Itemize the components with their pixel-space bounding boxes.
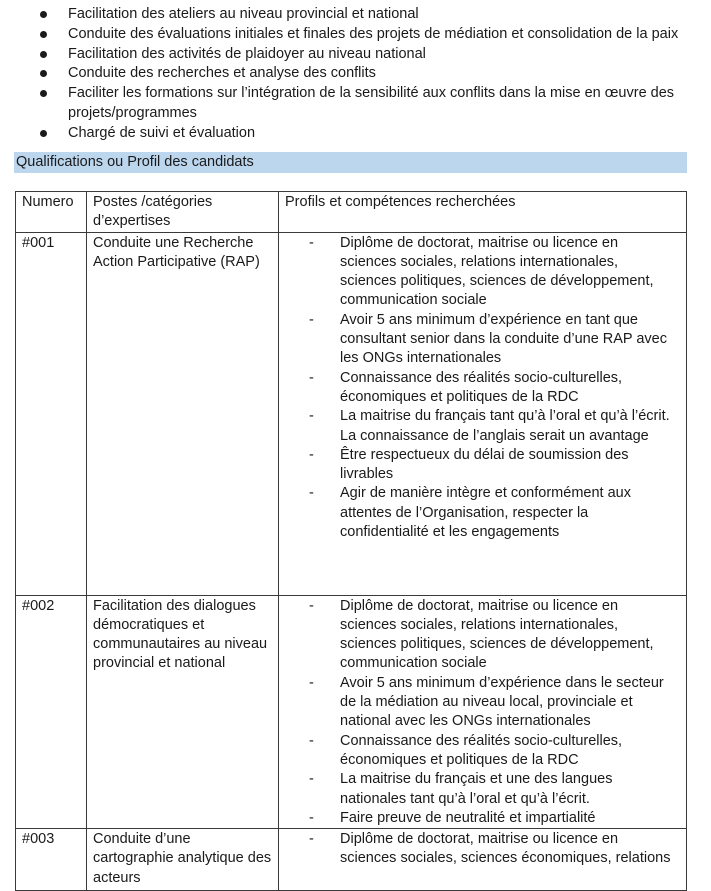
list-item: Faciliter les formations sur l’intégration de la sensibilité aux conflits dans la mise en œuvre des projets/programmes [0, 84, 711, 124]
requirements-list [285, 830, 680, 869]
activities-bullet-list [0, 5, 711, 144]
cell-numero: #002 [16, 595, 87, 829]
cell-poste: Facilitation des dialogues démocratiques et communautaires au niveau provincial et national [87, 595, 279, 829]
cell-numero: #003 [16, 829, 87, 891]
list-item: - La maitrise du français tant qu’à l’oral et qu’à l’écrit. La connaissance de l’anglais serait un avantage [285, 407, 680, 446]
cell-numero: #001 [16, 232, 87, 595]
bullet-icon [40, 11, 47, 18]
list-item: - La maitrise du français et une des langues nationales tant qu’à l’oral et qu’à l’écrit. [285, 770, 680, 809]
cell-requirements [279, 232, 687, 595]
list-item: - Être respectueux du délai de soumission des livrables [285, 446, 680, 485]
cell-requirements [279, 595, 687, 829]
bullet-icon [40, 70, 47, 77]
bullet-icon [40, 90, 47, 97]
cell-requirements [279, 829, 687, 891]
list-item: Conduite des évaluations initiales et finales des projets de médiation et consolidation de la paix [0, 25, 711, 45]
list-item: - Faire preuve de neutralité et impartialité [285, 809, 680, 828]
list-item: - Diplôme de doctorat, maitrise ou licence en sciences sociales, sciences économiques, relations [285, 830, 680, 869]
list-item: - Connaissance des réalités socio-culturelles, économiques et politiques de la RDC [285, 369, 680, 408]
table-row [16, 829, 687, 891]
requirements-list [285, 234, 680, 543]
cell-poste: Conduite d’une cartographie analytique des acteurs [87, 829, 279, 891]
profiles-table [15, 191, 687, 891]
list-item: - Diplôme de doctorat, maitrise ou licence en sciences sociales, relations internationales, sciences politiques, sciences de développement, communication sociale [285, 234, 680, 311]
header-postes: Postes /catégories d’expertises [87, 192, 279, 233]
cell-poste: Conduite une Recherche Action Participative (RAP) [87, 232, 279, 595]
header-profils: Profils et compétences recherchées [279, 192, 687, 233]
list-item: - Connaissance des réalités socio-culturelles, économiques et politiques de la RDC [285, 732, 680, 771]
table-row [16, 595, 687, 829]
list-item: Chargé de suivi et évaluation [0, 124, 711, 144]
table-row [16, 232, 687, 595]
section-heading: Qualifications ou Profil des candidats [14, 152, 687, 173]
list-item: - Avoir 5 ans minimum d’expérience en tant que consultant senior dans la conduite d’une RAP avec les ONGs internationales [285, 311, 680, 369]
bullet-icon [40, 51, 47, 58]
list-item: Facilitation des ateliers au niveau provincial et national [0, 5, 711, 25]
list-item: - Agir de manière intègre et conformément aux attentes de l’Organisation, respecter la confidentialité et les engagements [285, 484, 680, 542]
requirements-list [285, 597, 680, 829]
list-item: - Avoir 5 ans minimum d’expérience dans le secteur de la médiation au niveau local, provinciale et national avec les ONGs internationales [285, 674, 680, 732]
bullet-icon [40, 130, 47, 137]
header-numero: Numero [16, 192, 87, 233]
table-header-row [16, 192, 687, 233]
list-item: Conduite des recherches et analyse des conflits [0, 64, 711, 84]
bullet-icon [40, 31, 47, 38]
list-item: - Diplôme de doctorat, maitrise ou licence en sciences sociales, relations internationales, sciences politiques, sciences de développement, communication sociale [285, 597, 680, 674]
list-item: Facilitation des activités de plaidoyer au niveau national [0, 45, 711, 65]
